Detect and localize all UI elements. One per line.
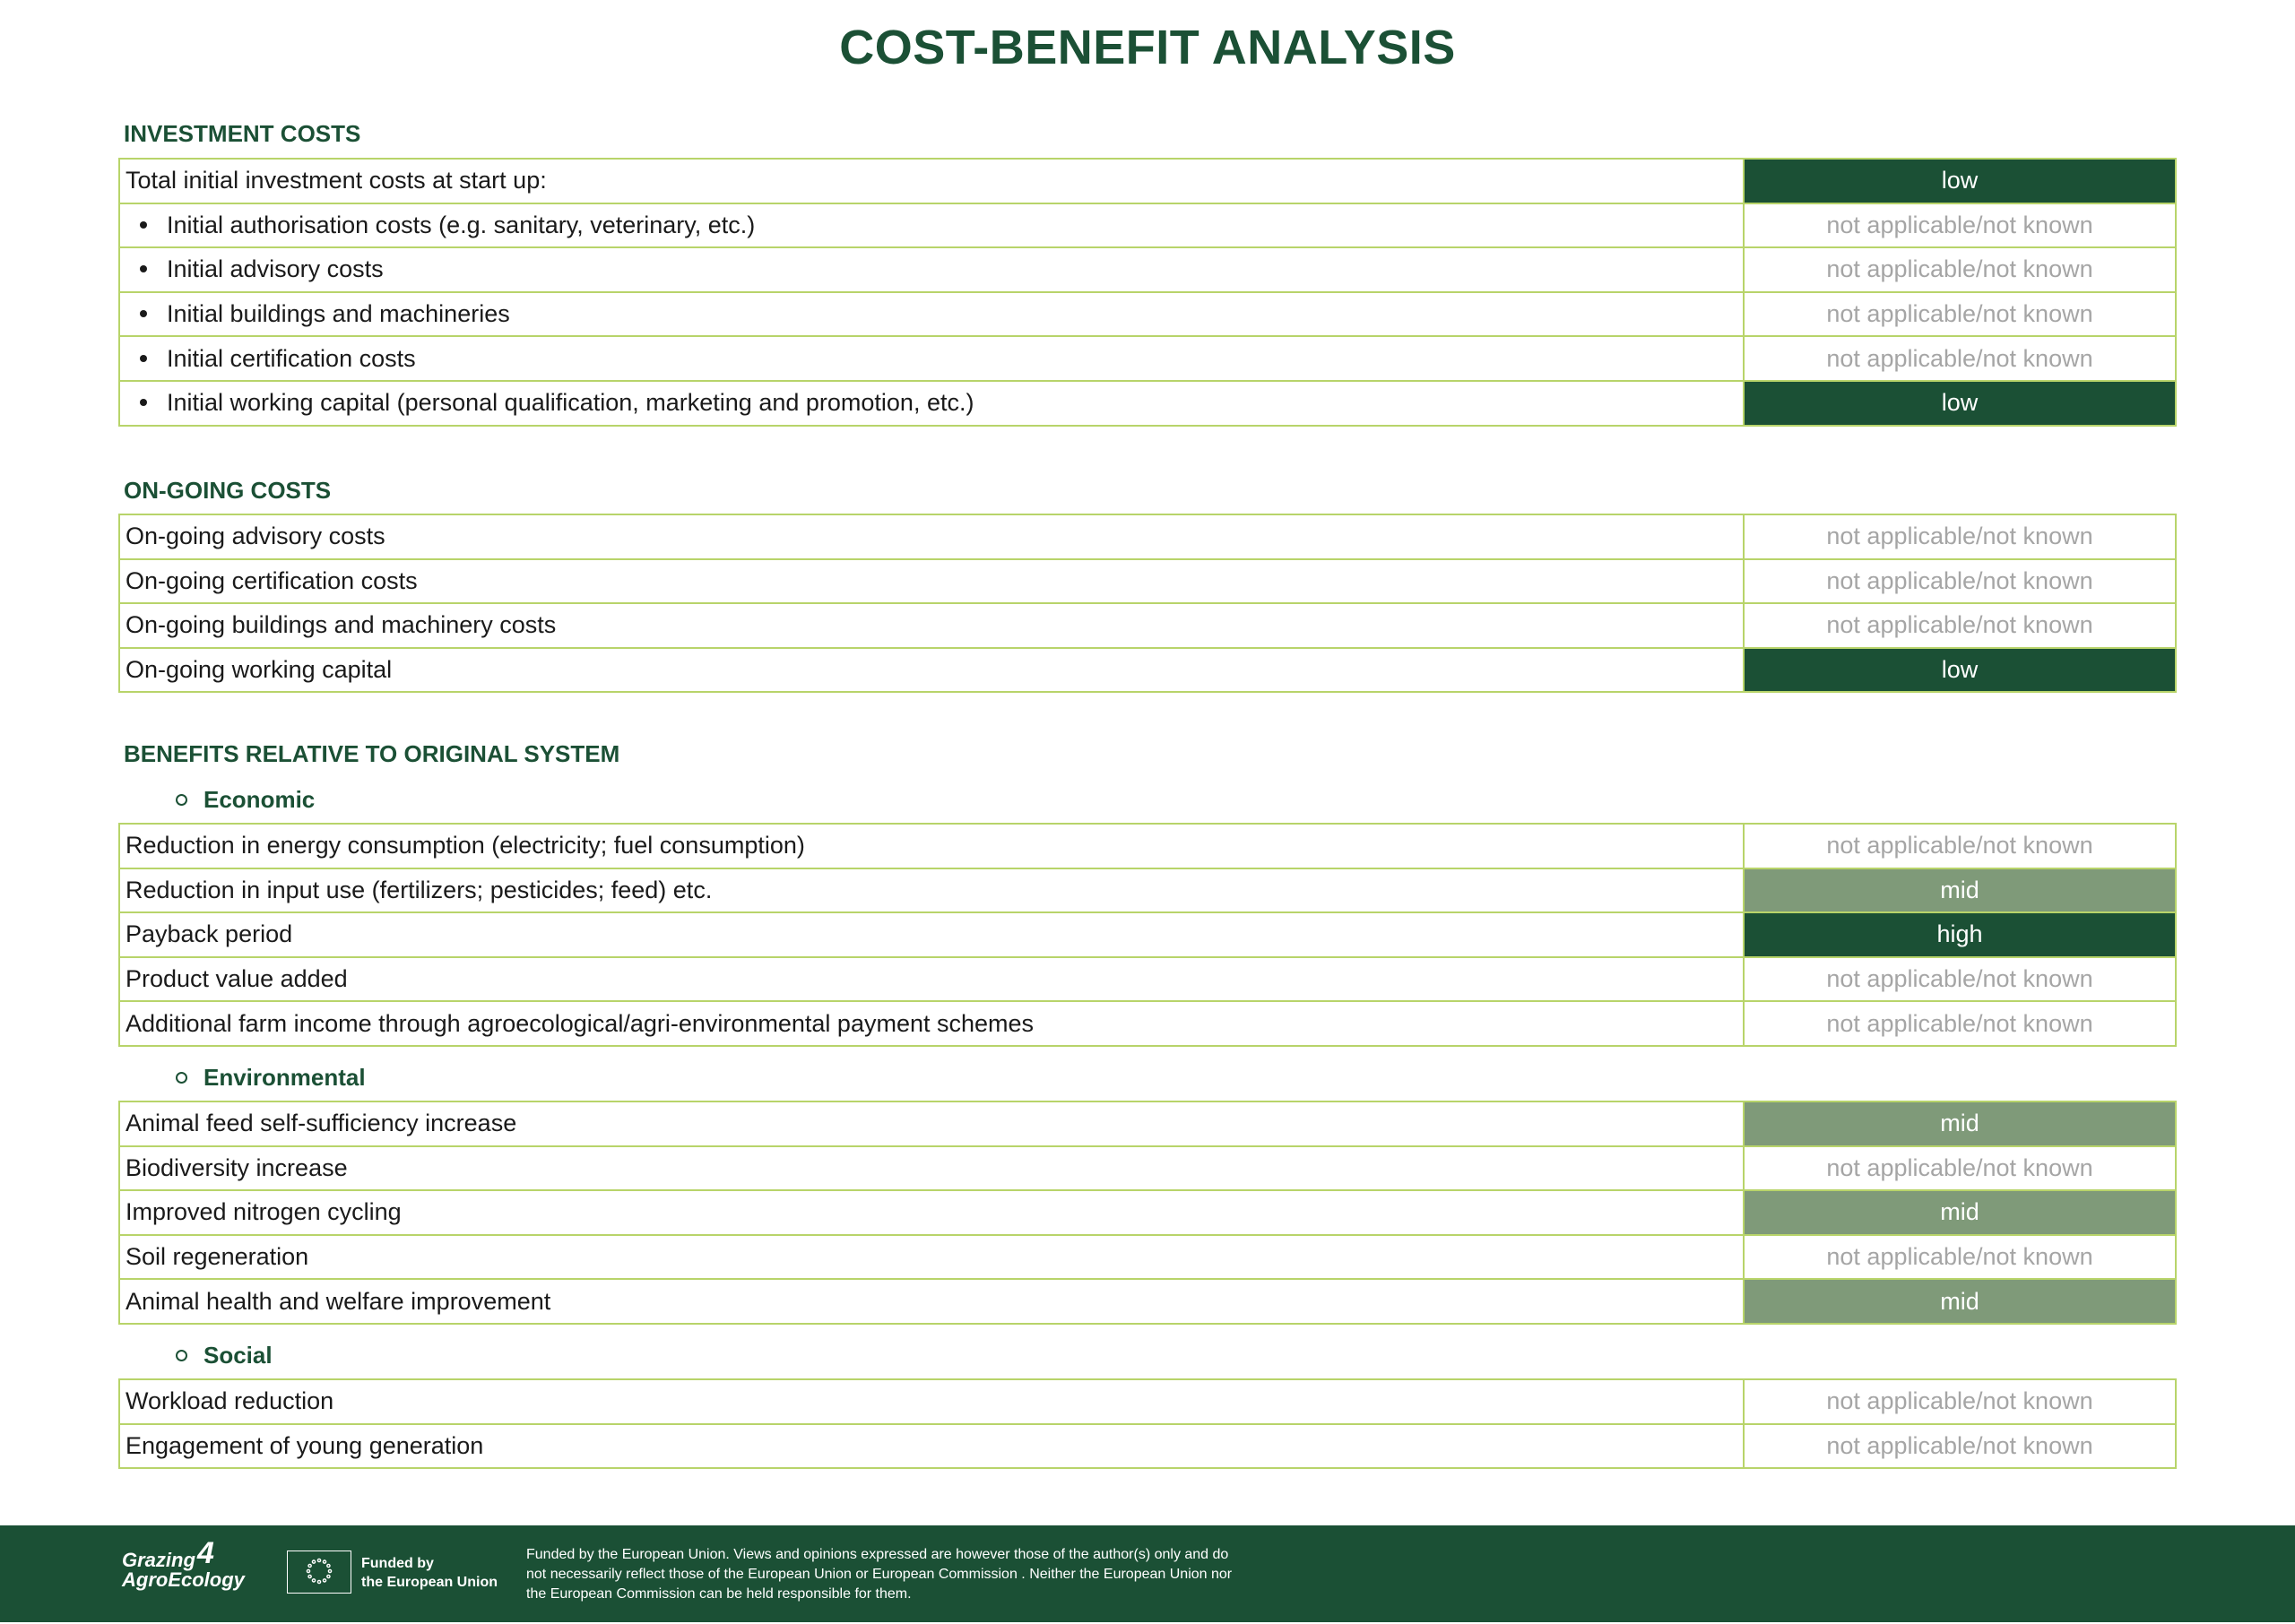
table-row: [119, 868, 2176, 913]
row-label-text: Initial advisory costs: [167, 255, 384, 283]
grazing-agroecology-logo: [122, 1536, 245, 1591]
table-row: [119, 1101, 2176, 1146]
row-label: On-going certification costs: [119, 559, 1744, 604]
row-label-text: Initial authorisation costs (e.g. sanitary, veterinary, etc.): [167, 211, 756, 238]
rating-cell: mid: [1744, 1279, 2176, 1324]
circle-bullet-icon: [176, 1350, 187, 1361]
social-benefits-table: [118, 1378, 2177, 1469]
environmental-subheading: [176, 1064, 366, 1092]
row-label: Reduction in energy consumption (electricity; fuel consumption): [119, 824, 1744, 868]
investment-costs-table: [118, 158, 2177, 427]
row-label: [119, 336, 1744, 381]
row-label: On-going advisory costs: [119, 514, 1744, 559]
rating-cell: not applicable/not known: [1744, 559, 2176, 604]
economic-subheading-text: Economic: [204, 786, 316, 813]
rating-cell: not applicable/not known: [1744, 1379, 2176, 1424]
rating-cell: mid: [1744, 1190, 2176, 1235]
bullet-icon: [140, 399, 147, 406]
rating-cell: not applicable/not known: [1744, 603, 2176, 648]
row-label: Additional farm income through agroecological/agri-environmental payment schemes: [119, 1001, 1744, 1046]
rating-cell: not applicable/not known: [1744, 247, 2176, 292]
row-label-text: Initial buildings and machineries: [167, 300, 510, 328]
table-row: [119, 1001, 2176, 1046]
eu-funding-label: [361, 1554, 498, 1592]
table-row: [119, 292, 2176, 337]
row-label-text: Initial certification costs: [167, 344, 416, 372]
table-row: [119, 1146, 2176, 1191]
row-label: Reduction in input use (fertilizers; pesticides; feed) etc.: [119, 868, 1744, 913]
circle-bullet-icon: [176, 794, 187, 806]
economic-benefits-table: [118, 823, 2177, 1047]
social-subheading: [176, 1342, 273, 1369]
rating-cell: not applicable/not known: [1744, 336, 2176, 381]
table-row: [119, 1379, 2176, 1424]
social-subheading-text: Social: [204, 1342, 273, 1369]
row-label: [119, 292, 1744, 337]
rating-cell: not applicable/not known: [1744, 1424, 2176, 1469]
eu-funding-line1: Funded by: [361, 1556, 434, 1571]
table-row: [119, 957, 2176, 1002]
bullet-icon: [140, 265, 147, 272]
rating-cell: not applicable/not known: [1744, 824, 2176, 868]
table-row: [119, 159, 2176, 203]
rating-cell: low: [1744, 159, 2176, 203]
bullet-icon: [140, 355, 147, 362]
environmental-subheading-text: Environmental: [204, 1064, 366, 1091]
rating-cell: mid: [1744, 868, 2176, 913]
table-row: [119, 381, 2176, 426]
investment-costs-heading: INVESTMENT COSTS: [124, 120, 361, 147]
row-label: Animal feed self-sufficiency increase: [119, 1101, 1744, 1146]
rating-cell: not applicable/not known: [1744, 1001, 2176, 1046]
row-label: On-going working capital: [119, 648, 1744, 693]
environmental-benefits-table: [118, 1101, 2177, 1325]
row-label: Product value added: [119, 957, 1744, 1002]
table-row: [119, 203, 2176, 248]
table-row: [119, 559, 2176, 604]
table-row: [119, 912, 2176, 957]
rating-cell: not applicable/not known: [1744, 292, 2176, 337]
table-row: [119, 1235, 2176, 1280]
table-row: [119, 1279, 2176, 1324]
row-label: Engagement of young generation: [119, 1424, 1744, 1469]
bullet-icon: [140, 310, 147, 317]
table-row: [119, 1190, 2176, 1235]
table-row: [119, 247, 2176, 292]
row-label-text: Initial working capital (personal qualification, marketing and promotion, etc.): [167, 389, 974, 417]
eu-funding-line2: the European Union: [361, 1575, 498, 1590]
bullet-icon: [140, 221, 147, 229]
row-label: [119, 247, 1744, 292]
row-label: Animal health and welfare improvement: [119, 1279, 1744, 1324]
rating-cell: not applicable/not known: [1744, 514, 2176, 559]
page-title: COST-BENEFIT ANALYSIS: [839, 21, 1456, 74]
row-label: Biodiversity increase: [119, 1146, 1744, 1191]
footer: [0, 1525, 2295, 1622]
row-label: On-going buildings and machinery costs: [119, 603, 1744, 648]
ongoing-costs-table: [118, 514, 2177, 693]
table-row: [119, 648, 2176, 693]
row-label: Workload reduction: [119, 1379, 1744, 1424]
rating-cell: not applicable/not known: [1744, 957, 2176, 1002]
table-row: [119, 1424, 2176, 1469]
row-label: Payback period: [119, 912, 1744, 957]
economic-subheading: [176, 786, 315, 814]
row-label: [119, 203, 1744, 248]
rating-cell: low: [1744, 381, 2176, 426]
row-label: Soil regeneration: [119, 1235, 1744, 1280]
logo-line2: AgroEcology: [122, 1568, 245, 1591]
rating-cell: mid: [1744, 1101, 2176, 1146]
logo-line1: Grazing: [122, 1549, 195, 1571]
ongoing-costs-heading: ON-GOING COSTS: [124, 477, 332, 504]
rating-cell: not applicable/not known: [1744, 1235, 2176, 1280]
rating-cell: low: [1744, 648, 2176, 693]
benefits-heading: BENEFITS RELATIVE TO ORIGINAL SYSTEM: [124, 740, 620, 767]
table-row: [119, 824, 2176, 868]
row-label: Improved nitrogen cycling: [119, 1190, 1744, 1235]
row-label: [119, 381, 1744, 426]
logo-number: 4: [197, 1536, 214, 1570]
circle-bullet-icon: [176, 1072, 187, 1084]
rating-cell: high: [1744, 912, 2176, 957]
rating-cell: not applicable/not known: [1744, 203, 2176, 248]
disclaimer-text: Funded by the European Union. Views and opinions expressed are however those of the author(s) only and do not necessarily reflect those of the European Union or European Commission . Neither the European Union nor the European Commission can be held responsible for them.: [526, 1547, 1233, 1602]
table-row: [119, 603, 2176, 648]
eu-flag-icon: [287, 1551, 351, 1594]
table-row: [119, 336, 2176, 381]
rating-cell: not applicable/not known: [1744, 1146, 2176, 1191]
table-row: [119, 514, 2176, 559]
row-label: Total initial investment costs at start up:: [119, 159, 1744, 203]
